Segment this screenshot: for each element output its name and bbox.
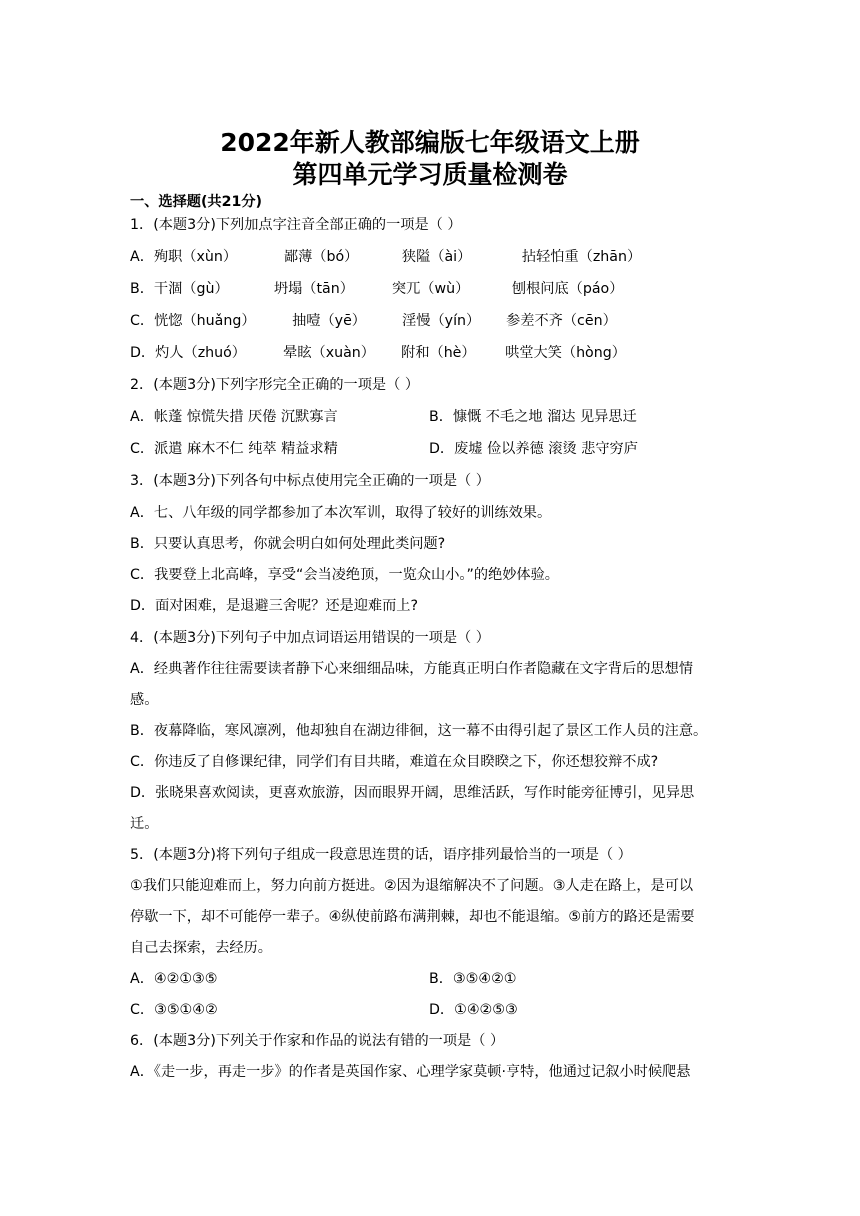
q1-option-a bbox=[130, 248, 641, 266]
q1-d-1: 灼人（zhuó） bbox=[155, 345, 246, 361]
q5-option-a: A．④②①③⑤ bbox=[130, 971, 218, 987]
q1-option-b bbox=[130, 280, 623, 298]
q1-a-2: 鄙薄（bó） bbox=[283, 249, 359, 265]
q1-option-c bbox=[130, 312, 617, 330]
q3-option-c: C．我要登上北高峰，享受“会当凌绝顶，一览众山小。”的绝妙体验。 bbox=[130, 567, 559, 583]
q1-a-4: 拈轻怕重（zhān） bbox=[521, 249, 642, 265]
q5-option-d: D．①④②⑤③ bbox=[429, 1002, 518, 1018]
q4-option-a-line2: 感。 bbox=[130, 692, 159, 708]
q1-stem: 1．(本题3分)下列加点字注音全部正确的一项是（ ） bbox=[130, 217, 462, 233]
q1-c-0: C． bbox=[130, 313, 155, 329]
q1-option-d bbox=[130, 344, 626, 362]
q3-option-b: B．只要认真思考，你就会明白如何处理此类问题? bbox=[130, 536, 446, 552]
q4-option-d-line2: 迁。 bbox=[130, 816, 159, 832]
q5-option-c: C．③⑤①④② bbox=[130, 1002, 218, 1018]
q3-stem: 3．(本题3分)下列各句中标点使用完全正确的一项是（ ） bbox=[130, 473, 490, 489]
q4-option-c: C．你违反了自修课纪律，同学们有目共睹，难道在众目睽睽之下，你还想狡辩不成? bbox=[130, 754, 659, 770]
q2-option-a: A．帐蓬 惊慌失措 厌倦 沉默寡言 bbox=[130, 409, 338, 425]
q1-c-4: 参差不齐（cēn） bbox=[506, 313, 617, 329]
q6-stem: 6．(本题3分)下列关于作家和作品的说法有错的一项是（ ） bbox=[130, 1033, 505, 1049]
q1-a-1: A． bbox=[130, 249, 154, 265]
q5-passage-line1: ①我们只能迎难而上，努力向前方挺进。②因为退缩解决不了问题。③人走在路上，是可以 bbox=[130, 878, 694, 894]
q6-option-a-line1: A．《走一步，再走一步》的作者是英国作家、心理学家莫顿·亨特，他通过记叙小时候爬悬 bbox=[130, 1064, 691, 1080]
q1-b-0: B． bbox=[130, 281, 154, 297]
q5-passage-line3: 自己去探索，去经历。 bbox=[130, 940, 272, 956]
q1-c-2: 抽噎（yē） bbox=[292, 313, 366, 329]
q1-c-3: 淫慢（yín） bbox=[402, 313, 481, 329]
q1-d-4: 哄堂大笑（hòng） bbox=[505, 345, 626, 361]
q3-option-d: D．面对困难，是退避三舍呢？还是迎难而上? bbox=[130, 598, 419, 614]
q2-option-d: D．废墟 俭以养德 滚烫 悲守穷庐 bbox=[429, 441, 638, 457]
section-heading: 一、选择题(共21分) bbox=[130, 194, 263, 210]
q1-b-3: 突兀（wù） bbox=[391, 281, 470, 297]
q4-option-d-line1: D．张晓果喜欢阅读，更喜欢旅游，因而眼界开阔，思维活跃，写作时能旁征博引，见异思 bbox=[130, 785, 695, 801]
page-title: 2022年新人教部编版七年级语文上册 bbox=[220, 128, 640, 157]
page-subtitle: 第四单元学习质量检测卷 bbox=[292, 160, 568, 189]
q3-option-a: A．七、八年级的同学都参加了本次军训，取得了较好的训练效果。 bbox=[130, 505, 552, 521]
q1-a-1-text: 殉职（xùn） bbox=[153, 249, 238, 265]
q1-c-1: 恍惚（huǎng） bbox=[154, 313, 256, 329]
q1-b-2: 坍塌（tān） bbox=[273, 281, 354, 297]
q1-b-1: 干涸（gù） bbox=[153, 281, 229, 297]
q5-passage-line2: 停歇一下，却不可能停一辈子。④纵使前路布满荆棘，却也不能退缩。⑤前方的路还是需要 bbox=[130, 909, 695, 925]
q1-d-3: 附和（hè） bbox=[401, 345, 476, 361]
q4-option-b: B．夜幕降临，寒风凛冽，他却独自在湖边徘徊，这一幕不由得引起了景区工作人员的注意。 bbox=[130, 723, 708, 739]
q2-stem: 2．(本题3分)下列字形完全正确的一项是（ ） bbox=[130, 377, 420, 393]
q1-a-3: 狭隘（ài） bbox=[401, 249, 472, 265]
q2-option-b: B．慷慨 不毛之地 溜达 见异思迁 bbox=[429, 409, 637, 425]
q4-stem: 4．(本题3分)下列句子中加点词语运用错误的一项是（ ） bbox=[130, 630, 490, 646]
q4-option-a-line1: A．经典著作往往需要读者静下心来细细品味，方能真正明白作者隐藏在文字背后的思想情 bbox=[130, 661, 694, 677]
q2-option-c: C．派遣 麻木不仁 纯萃 精益求精 bbox=[130, 441, 338, 457]
q5-stem: 5．(本题3分)将下列句子组成一段意思连贯的话，语序排列最恰当的一项是（ ） bbox=[130, 847, 632, 863]
q1-d-2: 晕眩（xuàn） bbox=[283, 345, 375, 361]
q5-option-b: B．③⑤④②① bbox=[429, 971, 517, 987]
q1-b-4: 刨根问底（páo） bbox=[511, 281, 624, 297]
q1-d-0: D． bbox=[130, 345, 156, 361]
